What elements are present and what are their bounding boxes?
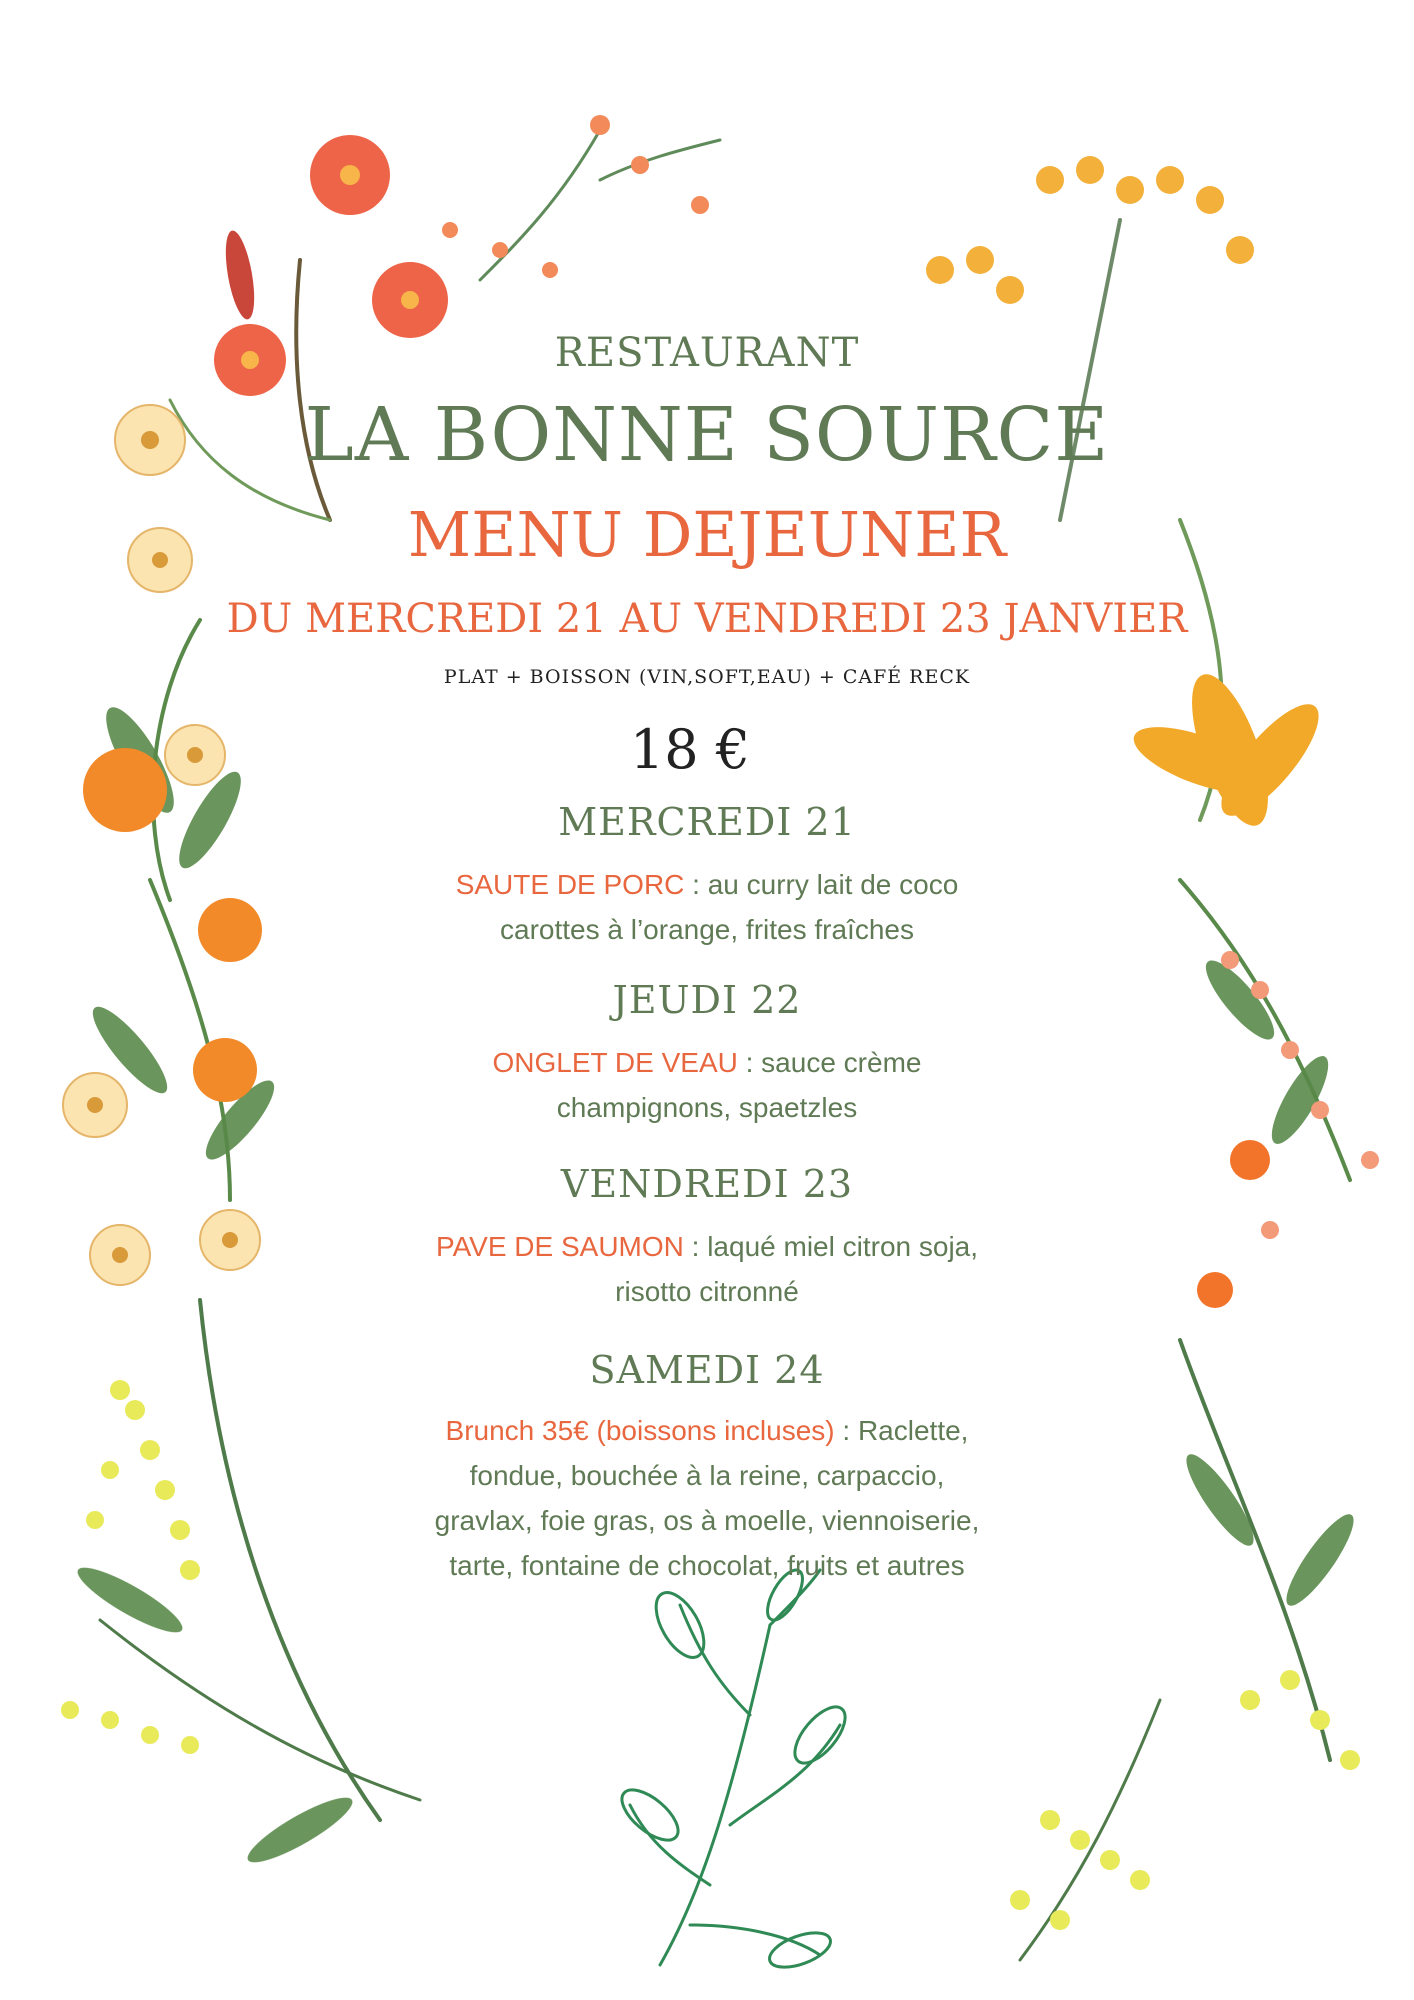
dish-line: fondue, bouchée à la reine, carpaccio,	[469, 1460, 945, 1491]
menu-dates: DU MERCREDI 21 AU VENDREDI 23 JANVIER	[226, 596, 1188, 642]
dish-line: champignons, spaetzles	[556, 1092, 858, 1123]
dish-line: tarte, fontaine de chocolat, fruits et autres	[449, 1550, 965, 1581]
dish-line: gravlax, foie gras, os à moelle, viennoiserie,	[434, 1505, 980, 1536]
restaurant-name: LA BONNE SOURCE	[304, 392, 1110, 478]
formula-description: PLAT + BOISSON (VIN,SOFT,EAU) + CAFÉ RECK	[443, 666, 971, 688]
day-heading: MERCREDI 21	[558, 800, 856, 844]
day-heading: VENDREDI 23	[560, 1162, 854, 1206]
leaf-branch-icon	[620, 1565, 860, 1985]
menu-title: MENU DEJEUNER	[407, 498, 1007, 571]
day-heading: SAMEDI 24	[589, 1348, 825, 1392]
dish-name: ONGLET DE VEAU	[492, 1047, 738, 1078]
dish-description	[0, 1224, 1414, 1314]
dish-line: risotto citronné	[615, 1276, 799, 1307]
dish-name: Brunch 35€ (boissons incluses)	[445, 1415, 835, 1446]
dish-line: : Raclette,	[834, 1415, 969, 1446]
restaurant-label: RESTAURANT	[554, 330, 860, 376]
dish-description	[0, 1408, 1414, 1588]
dish-name: SAUTE DE PORC	[455, 869, 685, 900]
dish-description	[0, 862, 1414, 952]
dish-line: : au curry lait de coco	[684, 869, 959, 900]
dish-name: PAVE DE SAUMON	[435, 1231, 684, 1262]
dish-line: carottes à l’orange, frites fraîches	[500, 914, 914, 945]
dish-line: : sauce crème	[737, 1047, 922, 1078]
price: 18 €	[629, 718, 751, 781]
day-heading: JEUDI 22	[612, 978, 802, 1022]
dish-description	[0, 1040, 1414, 1130]
dish-line: : laqué miel citron soja,	[683, 1231, 979, 1262]
